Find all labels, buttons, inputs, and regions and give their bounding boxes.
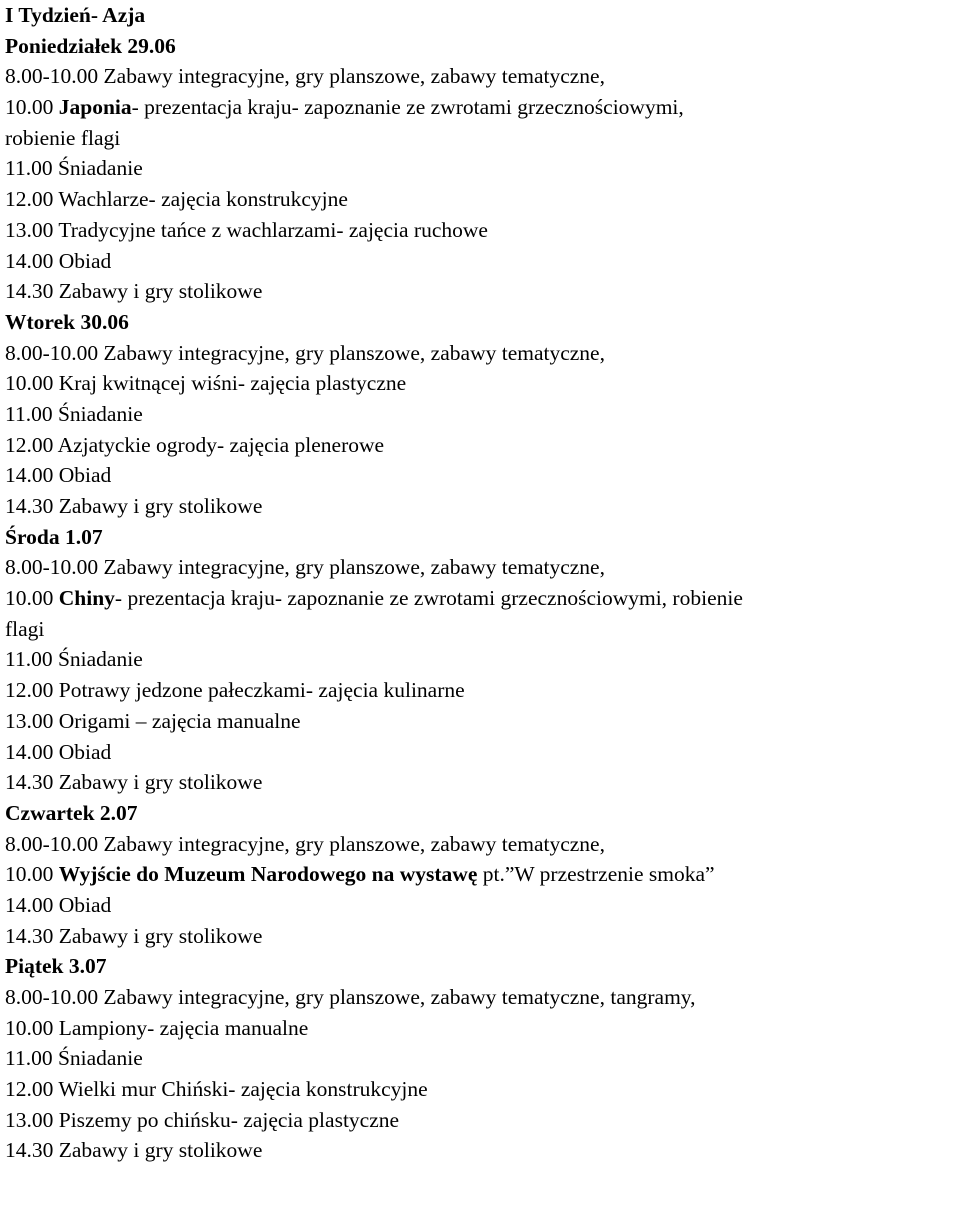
schedule-item-text: flagi — [5, 616, 45, 641]
schedule-item-text: 13.00 Origami – zajęcia manualne — [5, 708, 301, 733]
schedule-item — [5, 829, 960, 860]
schedule-item — [5, 123, 960, 154]
schedule-item-text: 8.00-10.00 Zabawy integracyjne, gry planszowe, zabawy tematyczne, — [5, 831, 605, 856]
schedule-item-text: - prezentacja kraju- zapoznanie ze zwrotami grzecznościowymi, — [131, 95, 684, 120]
schedule-item-text: 8.00-10.00 Zabawy integracyjne, gry planszowe, zabawy tematyczne, — [5, 64, 605, 89]
schedule-item — [5, 153, 960, 184]
day-heading: Wtorek 30.06 — [5, 309, 129, 334]
schedule-item — [5, 737, 960, 768]
schedule-item — [5, 491, 960, 522]
schedule-item-text: 10.00 — [5, 586, 59, 611]
schedule-item-text: 14.00 Obiad — [5, 739, 112, 764]
schedule-item-text: 13.00 Tradycyjne tańce z wachlarzami- zajęcia ruchowe — [5, 217, 488, 242]
schedule-item — [5, 583, 960, 614]
schedule-item — [5, 859, 960, 890]
day-section — [5, 798, 960, 951]
schedule-item-text: 10.00 Kraj kwitnącej wiśni- zajęcia plastyczne — [5, 371, 407, 396]
schedule-item-text: 10.00 — [5, 95, 59, 120]
schedule-item — [5, 982, 960, 1013]
day-section — [5, 951, 960, 1166]
schedule-item — [5, 276, 960, 307]
day-section — [5, 307, 960, 522]
days-container — [5, 31, 960, 1166]
schedule-item — [5, 368, 960, 399]
day-heading: Piątek 3.07 — [5, 954, 107, 979]
schedule-item-text: 14.00 Obiad — [5, 248, 112, 273]
schedule-item — [5, 338, 960, 369]
page-title: I Tydzień- Azja — [5, 3, 146, 27]
schedule-item-text: 14.00 Obiad — [5, 463, 112, 488]
schedule-item-text: pt.”W przestrzenie smoka” — [477, 862, 715, 887]
schedule-item-text: 14.30 Zabawy i gry stolikowe — [5, 923, 263, 948]
day-section — [5, 31, 960, 307]
schedule-item — [5, 1074, 960, 1105]
day-heading: Poniedziałek 29.06 — [5, 33, 176, 58]
schedule-item — [5, 246, 960, 277]
schedule-item — [5, 215, 960, 246]
schedule-item-text: 8.00-10.00 Zabawy integracyjne, gry planszowe, zabawy tematyczne, — [5, 555, 605, 580]
schedule-item — [5, 399, 960, 430]
schedule-item — [5, 460, 960, 491]
schedule-item-text: 12.00 Wachlarze- zajęcia konstrukcyjne — [5, 187, 348, 212]
schedule-item-text: 10.00 — [5, 862, 59, 887]
schedule-item-text: 12.00 Wielki mur Chiński- zajęcia konstrukcyjne — [5, 1077, 428, 1102]
schedule-item-text: 10.00 Lampiony- zajęcia manualne — [5, 1015, 309, 1040]
schedule-item-text: 8.00-10.00 Zabawy integracyjne, gry planszowe, zabawy tematyczne, — [5, 340, 605, 365]
schedule-item — [5, 92, 960, 123]
schedule-item — [5, 1013, 960, 1044]
schedule-item — [5, 890, 960, 921]
schedule-item — [5, 184, 960, 215]
schedule-item-highlight: Wyjście do Muzeum Narodowego na wystawę — [58, 862, 478, 887]
day-heading: Czwartek 2.07 — [5, 800, 138, 825]
schedule-item-text: 11.00 Śniadanie — [5, 647, 143, 672]
schedule-item-text: 11.00 Śniadanie — [5, 401, 143, 426]
schedule-item-text: 11.00 Śniadanie — [5, 156, 143, 181]
schedule-item-text: 13.00 Piszemy po chińsku- zajęcia plastyczne — [5, 1107, 400, 1132]
schedule-item-text: - prezentacja kraju- zapoznanie ze zwrotami grzecznościowymi, robienie — [114, 586, 743, 611]
schedule-item — [5, 614, 960, 645]
day-heading: Środa 1.07 — [5, 524, 103, 549]
schedule-item — [5, 1105, 960, 1136]
schedule-item-highlight: Chiny — [58, 586, 115, 611]
schedule-item — [5, 675, 960, 706]
schedule-item — [5, 552, 960, 583]
schedule-item — [5, 644, 960, 675]
schedule-item-text: 14.00 Obiad — [5, 892, 112, 917]
schedule-item-text: 12.00 Potrawy jedzone pałeczkami- zajęcia kulinarne — [5, 678, 465, 703]
day-section — [5, 522, 960, 798]
schedule-item — [5, 767, 960, 798]
schedule-item-text: 8.00-10.00 Zabawy integracyjne, gry planszowe, zabawy tematyczne, tangramy, — [5, 985, 696, 1009]
schedule-item-text: 14.30 Zabawy i gry stolikowe — [5, 770, 263, 795]
schedule-item — [5, 1135, 960, 1166]
schedule-item — [5, 430, 960, 461]
schedule-item — [5, 921, 960, 952]
schedule-item-text: 14.30 Zabawy i gry stolikowe — [5, 279, 263, 304]
schedule-item-text: 12.00 Azjatyckie ogrody- zajęcia plenerowe — [5, 432, 385, 457]
schedule-item — [5, 1043, 960, 1074]
schedule-item-text: 11.00 Śniadanie — [5, 1046, 143, 1071]
schedule-item-text: 14.30 Zabawy i gry stolikowe — [5, 494, 263, 518]
schedule-item-text: robienie flagi — [5, 125, 121, 150]
schedule-item — [5, 706, 960, 737]
schedule-item — [5, 61, 960, 92]
schedule-item-highlight: Japonia — [58, 95, 132, 120]
schedule-item-text: 14.30 Zabawy i gry stolikowe — [5, 1138, 263, 1163]
